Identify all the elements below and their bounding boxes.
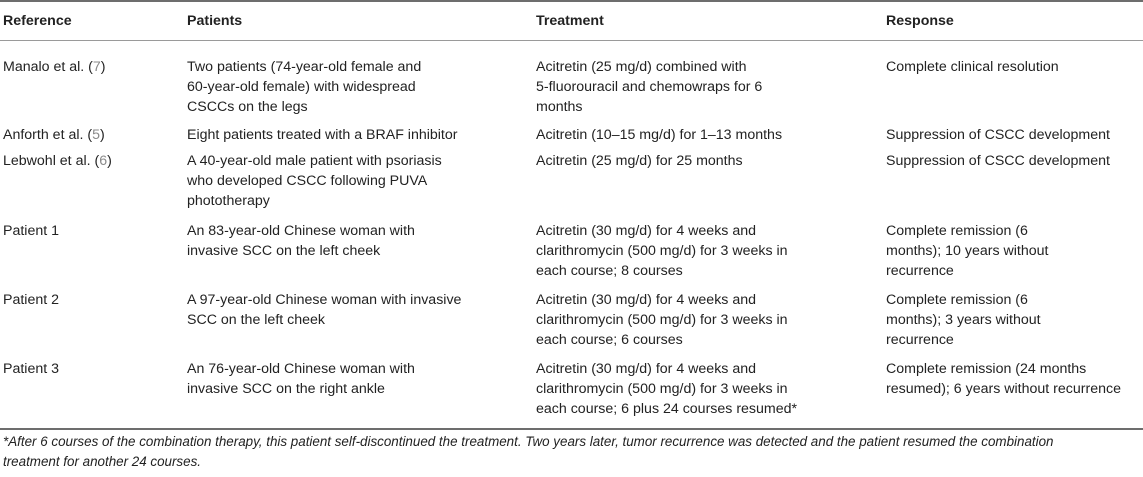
row-response: Suppression of CSCC development [886, 153, 1110, 169]
table-bottom-rule [0, 428, 1143, 430]
table-footnote [3, 432, 1140, 472]
citation-link[interactable]: 5 [92, 127, 100, 143]
header-treatment: Treatment [536, 13, 604, 29]
row-reference: Patient 2 [3, 292, 60, 308]
row-response: Complete remission (6 months); 10 years without recurrence [886, 223, 1049, 279]
row-reference: Patient 1 [3, 223, 60, 239]
table-row [0, 57, 1143, 121]
table-row [0, 151, 1143, 215]
row-response: Complete remission (24 months resumed); 6 years without recurrence [886, 361, 1121, 397]
header-reference: Reference [3, 13, 72, 29]
header-patients: Patients [187, 13, 243, 29]
row-treatment: Acitretin (10–15 mg/d) for 1–13 months [536, 127, 783, 143]
table-row [0, 221, 1143, 285]
row-response: Complete remission (6 months); 3 years without recurrence [886, 292, 1041, 348]
header-bottom-rule [0, 40, 1143, 41]
row-patients: An 83-year-old Chinese woman with invasive SCC on the left cheek [187, 223, 415, 259]
table-header-row [0, 0, 1143, 40]
row-treatment: Acitretin (30 mg/d) for 4 weeks and clarithromycin (500 mg/d) for 3 weeks in each course; 6 courses [536, 292, 788, 348]
footnote-line: treatment for another 24 courses. [3, 454, 201, 469]
row-response: Suppression of CSCC development [886, 127, 1110, 143]
table-row [0, 290, 1143, 354]
row-patients: A 40-year-old male patient with psoriasis who developed CSCC following PUVA phototherapy [187, 153, 442, 209]
row-treatment: Acitretin (30 mg/d) for 4 weeks and clarithromycin (500 mg/d) for 3 weeks in each course; 8 courses [536, 223, 788, 279]
row-patients: An 76-year-old Chinese woman with invasive SCC on the right ankle [187, 361, 415, 397]
footnote-line: *After 6 courses of the combination therapy, this patient self-discontinued the treatment. Two years later, tumor recurrence was detected and the patient resumed the combination [3, 434, 1054, 449]
table-row [0, 125, 1143, 147]
row-treatment: Acitretin (25 mg/d) combined with 5-fluorouracil and chemowraps for 6 months [536, 59, 763, 115]
row-response: Complete clinical resolution [886, 59, 1059, 75]
row-reference: Anforth et al. (5) [3, 127, 105, 143]
row-reference: Lebwohl et al. (6) [3, 153, 112, 169]
citation-link[interactable]: 6 [99, 153, 108, 169]
row-patients: Two patients (74-year-old female and 60-year-old female) with widespread CSCCs on the legs [187, 59, 422, 115]
row-treatment: Acitretin (25 mg/d) for 25 months [536, 153, 743, 169]
row-treatment: Acitretin (30 mg/d) for 4 weeks and clarithromycin (500 mg/d) for 3 weeks in each course; 6 plus 24 courses resumed* [536, 361, 798, 417]
row-reference: Patient 3 [3, 361, 60, 377]
row-patients: A 97-year-old Chinese woman with invasive SCC on the left cheek [187, 292, 462, 328]
citation-link[interactable]: 7 [92, 59, 101, 75]
table-row [0, 359, 1143, 423]
row-patients: Eight patients treated with a BRAF inhibitor [187, 127, 458, 143]
row-reference: Manalo et al. (7) [3, 59, 106, 75]
header-response: Response [886, 13, 954, 29]
